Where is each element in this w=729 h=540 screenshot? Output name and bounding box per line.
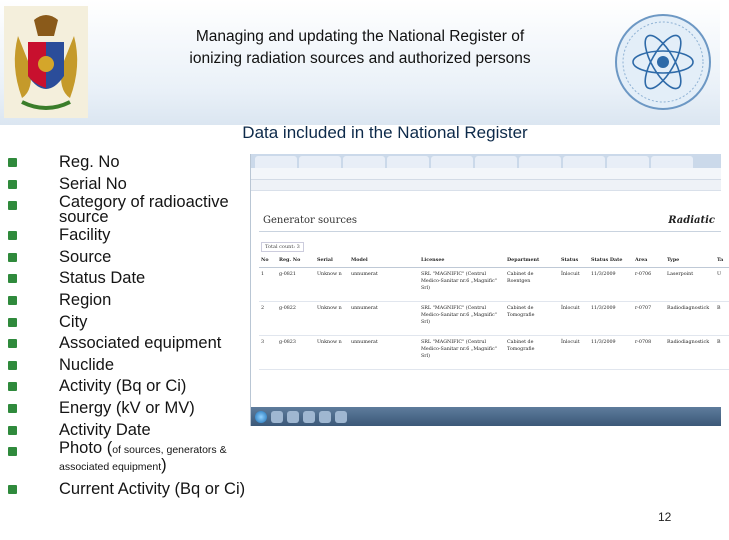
list-item: Facility <box>0 225 245 247</box>
list-item: Associated equipment <box>0 333 245 355</box>
browser-tab <box>343 156 385 168</box>
list-item: City <box>0 312 245 334</box>
slide-title-line1: Managing and updating the National Register of <box>195 28 525 45</box>
browser-tab <box>431 156 473 168</box>
taskbar-app-icon[interactable] <box>271 411 283 423</box>
bullet-square-icon <box>8 318 17 327</box>
field-list <box>0 152 245 501</box>
bullet-square-icon <box>8 382 17 391</box>
browser-tab <box>607 156 649 168</box>
register-screenshot <box>250 154 724 426</box>
bullet-square-icon <box>8 426 17 435</box>
column-header: Ta <box>715 255 729 268</box>
list-item: Activity Date <box>0 420 245 442</box>
browser-tab-strip <box>251 154 721 168</box>
column-header: Reg. No <box>277 255 315 268</box>
atom-agency-emblem-icon <box>613 12 713 112</box>
list-item: Category of radioactive source <box>0 195 245 225</box>
bullet-square-icon <box>8 180 17 189</box>
bullet-square-icon <box>8 296 17 305</box>
list-item: Region <box>0 290 245 312</box>
list-item: Photo (of sources, generators & associated equipment) <box>0 441 245 475</box>
browser-tab <box>387 156 429 168</box>
browser-tab <box>299 156 341 168</box>
browser-tab <box>255 156 297 168</box>
column-header: Licensee <box>419 255 505 268</box>
column-header: Model <box>349 255 419 268</box>
section-heading: Data included in the National Register <box>242 123 528 142</box>
bullet-square-icon <box>8 361 17 370</box>
browser-tab <box>475 156 517 168</box>
bullet-square-icon <box>8 485 17 494</box>
column-header: Status Date <box>589 255 633 268</box>
list-item: Current Activity (Bq or Ci) <box>0 479 245 501</box>
bullet-square-icon <box>8 339 17 348</box>
table-row[interactable]: 2 g-0822 Unknow n unnumerat SRL "MAGNIFIC" (Centrul Medico-Sanitar nr.6 „Magnific" Srl) Cabinet de Tomografie Înlocuit 11/3/2009 r-0707 Radiodiagnostick B <box>259 302 729 336</box>
slide-title-line2: ionizing radiation sources and authorized persons <box>189 50 531 67</box>
start-button-icon[interactable] <box>255 411 267 423</box>
bookmarks-bar <box>251 180 721 191</box>
generator-table <box>259 255 729 370</box>
list-item: Status Date <box>0 268 245 290</box>
list-item: Activity (Bq or Ci) <box>0 376 245 398</box>
page-number: 12 <box>658 510 672 524</box>
column-header: No <box>259 255 277 268</box>
taskbar-app-icon[interactable] <box>319 411 331 423</box>
address-bar <box>251 168 721 180</box>
table-row[interactable]: 1 g-0821 Unknow n unnumerat SRL "MAGNIFIC" (Centrul Medico-Sanitar nr.6 „Magnific" Srl) Cabinet de Roentgen Înlocuit 11/3/2009 r-0706 Laserpoint U <box>259 268 729 302</box>
bullet-square-icon <box>8 253 17 262</box>
list-item: Energy (kV or MV) <box>0 398 245 420</box>
table-header-row <box>259 255 729 268</box>
browser-tab <box>651 156 693 168</box>
column-header: Type <box>665 255 715 268</box>
list-item: Nuclide <box>0 355 245 377</box>
bullet-square-icon <box>8 158 17 167</box>
page-tag: Radiatic <box>668 215 715 226</box>
column-header: Serial <box>315 255 349 268</box>
column-header: Area <box>633 255 665 268</box>
taskbar-app-icon[interactable] <box>335 411 347 423</box>
taskbar-app-icon[interactable] <box>287 411 299 423</box>
column-header: Status <box>559 255 589 268</box>
moldova-coat-of-arms-icon <box>4 6 88 118</box>
bullet-square-icon <box>8 447 17 456</box>
bullet-square-icon <box>8 404 17 413</box>
register-page <box>251 191 724 416</box>
browser-tab <box>563 156 605 168</box>
windows-taskbar <box>251 407 721 426</box>
taskbar-app-icon[interactable] <box>303 411 315 423</box>
browser-tab <box>519 156 561 168</box>
generator-sources-title: Generator sources <box>263 215 358 226</box>
list-item: Source <box>0 247 245 269</box>
divider <box>259 231 721 232</box>
bullet-square-icon <box>8 231 17 240</box>
bullet-square-icon <box>8 274 17 283</box>
table-row[interactable]: 3 g-0823 Unknow n unnumerat SRL "MAGNIFIC" (Centrul Medico-Sanitar nr.6 „Magnific" Srl) Cabinet de Tomografie Înlocuit 11/3/2009 r-0708 Radiodiagnostick B <box>259 336 729 370</box>
list-item: Reg. No <box>0 152 245 174</box>
column-header: Department <box>505 255 559 268</box>
list-item: Serial No <box>0 174 245 196</box>
slide-title <box>130 26 590 70</box>
total-count: Total count: 3 <box>261 242 304 252</box>
bullet-square-icon <box>8 201 17 210</box>
